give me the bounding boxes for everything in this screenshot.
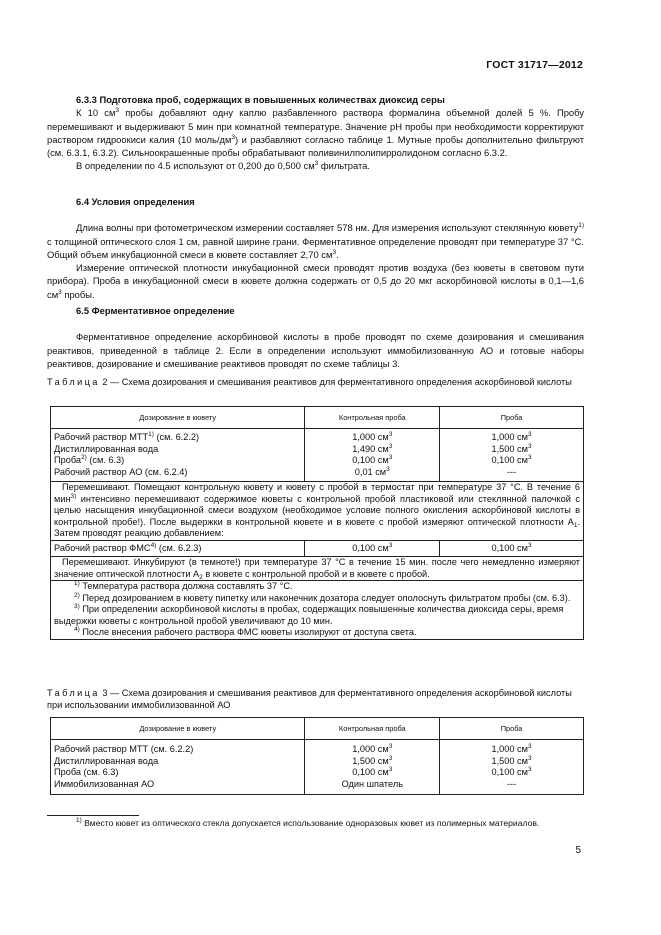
section-title: 6.3.3 Подготовка проб, содержащих в повышенных количествах диоксид серы [76, 94, 445, 105]
mixing-instruction-cell: Перемешивают. Помещают контрольную кювету и кювету с пробой в термостат при температуре 37 °С. В течение 6 мин$^{3)}$ интенсивно перемешивают содержимое кюветы с контрольной пробой пластиковой или стеклянной палочкой с целью насыщения инкубационной смеси воздухом (необходимое условие полного окисления аскорбиновой кислоты в контрольной пробе!). После выдержки в контрольной кювете и в кювете с пробой измеряют оптической плотности $А_1$. Затем проводят реакцию добавлением: [51, 482, 584, 541]
table-notes-row [51, 581, 584, 640]
table-note: $^{1)}$ Температура раствора должна составлять 37 °С. [74, 580, 293, 591]
header-cell: Дозирование в кювету [51, 718, 305, 740]
header-cell: Проба [440, 718, 584, 740]
section-title: 6.4 Условия определения [76, 196, 195, 207]
header-cell: Проба [440, 407, 584, 429]
control-values-cell: 1,000 $см^3$ 1,490 $см^3$ 0,100 $см^3$ 0,01 $см^3$ [305, 429, 440, 482]
reagent-cell: Рабочий раствор МТТ (см. 6.2.2) Дистиллированная вода Проба (см. 6.3) Иммобилизованная АО [51, 740, 305, 795]
table-note: $^{3)}$ При определении аскорбиновой кислоты в пробах, содержащих повышенные количества диоксида серы, время выдержки кюветы с контрольной пробой увеличивают до 10 мин. [54, 603, 564, 626]
document-id: ГОСТ 31717—2012 [486, 59, 583, 71]
sample-value-cell: 0,100 $см^3$ [440, 540, 584, 557]
section-6-5 [47, 304, 584, 370]
paragraph: В определении по 4.5 используют от 0,200 до 0,500 $см^3$ фильтрата. [76, 160, 370, 172]
section-6-3-3 [47, 93, 584, 173]
table-note: $^{4)}$ После внесения рабочего раствора ФМС кюветы изолируют от доступа света. [74, 626, 417, 637]
paragraph: Ферментативное определение аскорбиновой кислоты в пробе проводят по схеме дозирования и смешивания реактивов, приведенной в таблице 2. Если в определении используют иммобилизованную АО и готовые наборы реактивов, дозирование и смешивание реактивов проводят по схеме таблицы 3. [47, 331, 584, 369]
table-notes-cell [51, 581, 584, 640]
section-title: 6.5 Ферментативное определение [76, 305, 235, 316]
table-2-caption: Таблица 2 — Схема дозирования и смешивания реактивов для ферментативного определения аскорбиновой кислоты [47, 377, 572, 387]
section-6-4 [47, 195, 584, 301]
table-row [51, 429, 584, 482]
reagent-cell: Рабочий раствор МТТ$^{1)}$ (см. 6.2.2) Дистиллированная вода Проба$^{2)}$ (см. 6.3) Рабочий раствор АО (см. 6.2.4) [51, 429, 305, 482]
footnote-divider [47, 815, 139, 816]
table-3-caption: Таблица 3 — Схема дозирования и смешивания реактивов для ферментативного определения аскорбиновой кислоты при использовании иммобилизованной АО [47, 688, 572, 710]
sample-values-cell: 1,000 $см^3$ 1,500 $см^3$ 0,100 $см^3$ --- [440, 740, 584, 795]
table-row [51, 482, 584, 541]
footnote: $^{1)}$ Вместо кювет из оптического стекла допускается использование одноразовых кювет из полимерных материалов. [76, 817, 540, 828]
table-3 [50, 717, 584, 795]
control-values-cell: 1,000 $см^3$ 1,500 $см^3$ 0,100 $см^3$ Один шпатель [305, 740, 440, 795]
page-number: 5 [575, 845, 581, 856]
header-cell: Дозирование в кювету [51, 407, 305, 429]
control-value-cell: 0,100 $см^3$ [305, 540, 440, 557]
header-cell: Контрольная проба [305, 718, 440, 740]
paragraph: К 10 $см^3$ пробы добавляют одну каплю разбавленного раствора формалина объемной долей 5 %. Пробу перемешивают и выдерживают 5 мин при комнатной температуре. Значение рН пробы при необходимости корректируют раствором гидроокиси калия (10 моль/$дм^3$) и разбавляют согласно таблице 1. Мутные пробы дополнительно фильтруют (см. 6.3.1, 6.3.2). Сильноокрашенные пробы обрабатывают поливинилполипирролидоном согласно 6.3.2. [47, 107, 584, 159]
mixing-instruction-cell: Перемешивают. Инкубируют (в темноте!) при температуре 37 °С в течение 15 мин. после чего немедленно измеряют значение оптической плотности $А_2$ в кювете с контрольной пробой и в кювете с пробой. [51, 557, 584, 581]
paragraph: Длина волны при фотометрическом измерении составляет 578 нм. Для измерения используют стеклянную кювету$^{1)}$ с толщиной оптического слоя 1 см, равной ширине грани. Ферментативное определение проводят при температуре 37 °С. Общий объем инкубационной смеси в кювете составляет 2,70 $см^3$. [47, 222, 584, 260]
table-note: $^{2)}$ Перед дозированием в кювету пипетку или наконечник дозатора следует ополоснуть фильтратом пробы (см. 6.3). [74, 591, 571, 603]
table-header-row [51, 407, 584, 429]
header-cell: Контрольная проба [305, 407, 440, 429]
table-2 [50, 406, 584, 640]
paragraph: Измерение оптической плотности инкубационной смеси проводят против воздуха (без кюветы в световом пути прибора). Проба в инкубационной смеси в кювете должна содержать от 0,5 до 20 мкг аскорбиновой кислоты в 0,1—1,6 $см^3$ пробы. [47, 262, 584, 300]
sample-values-cell: 1,000 $см^3$ 1,500 $см^3$ 0,100 $см^3$ --- [440, 429, 584, 482]
table-row [51, 557, 584, 581]
table-header-row [51, 718, 584, 740]
table-row [51, 540, 584, 557]
table-row [51, 740, 584, 795]
reagent-cell: Рабочий раствор ФМС$^{4)}$ (см. 6.2.3) [51, 540, 305, 557]
